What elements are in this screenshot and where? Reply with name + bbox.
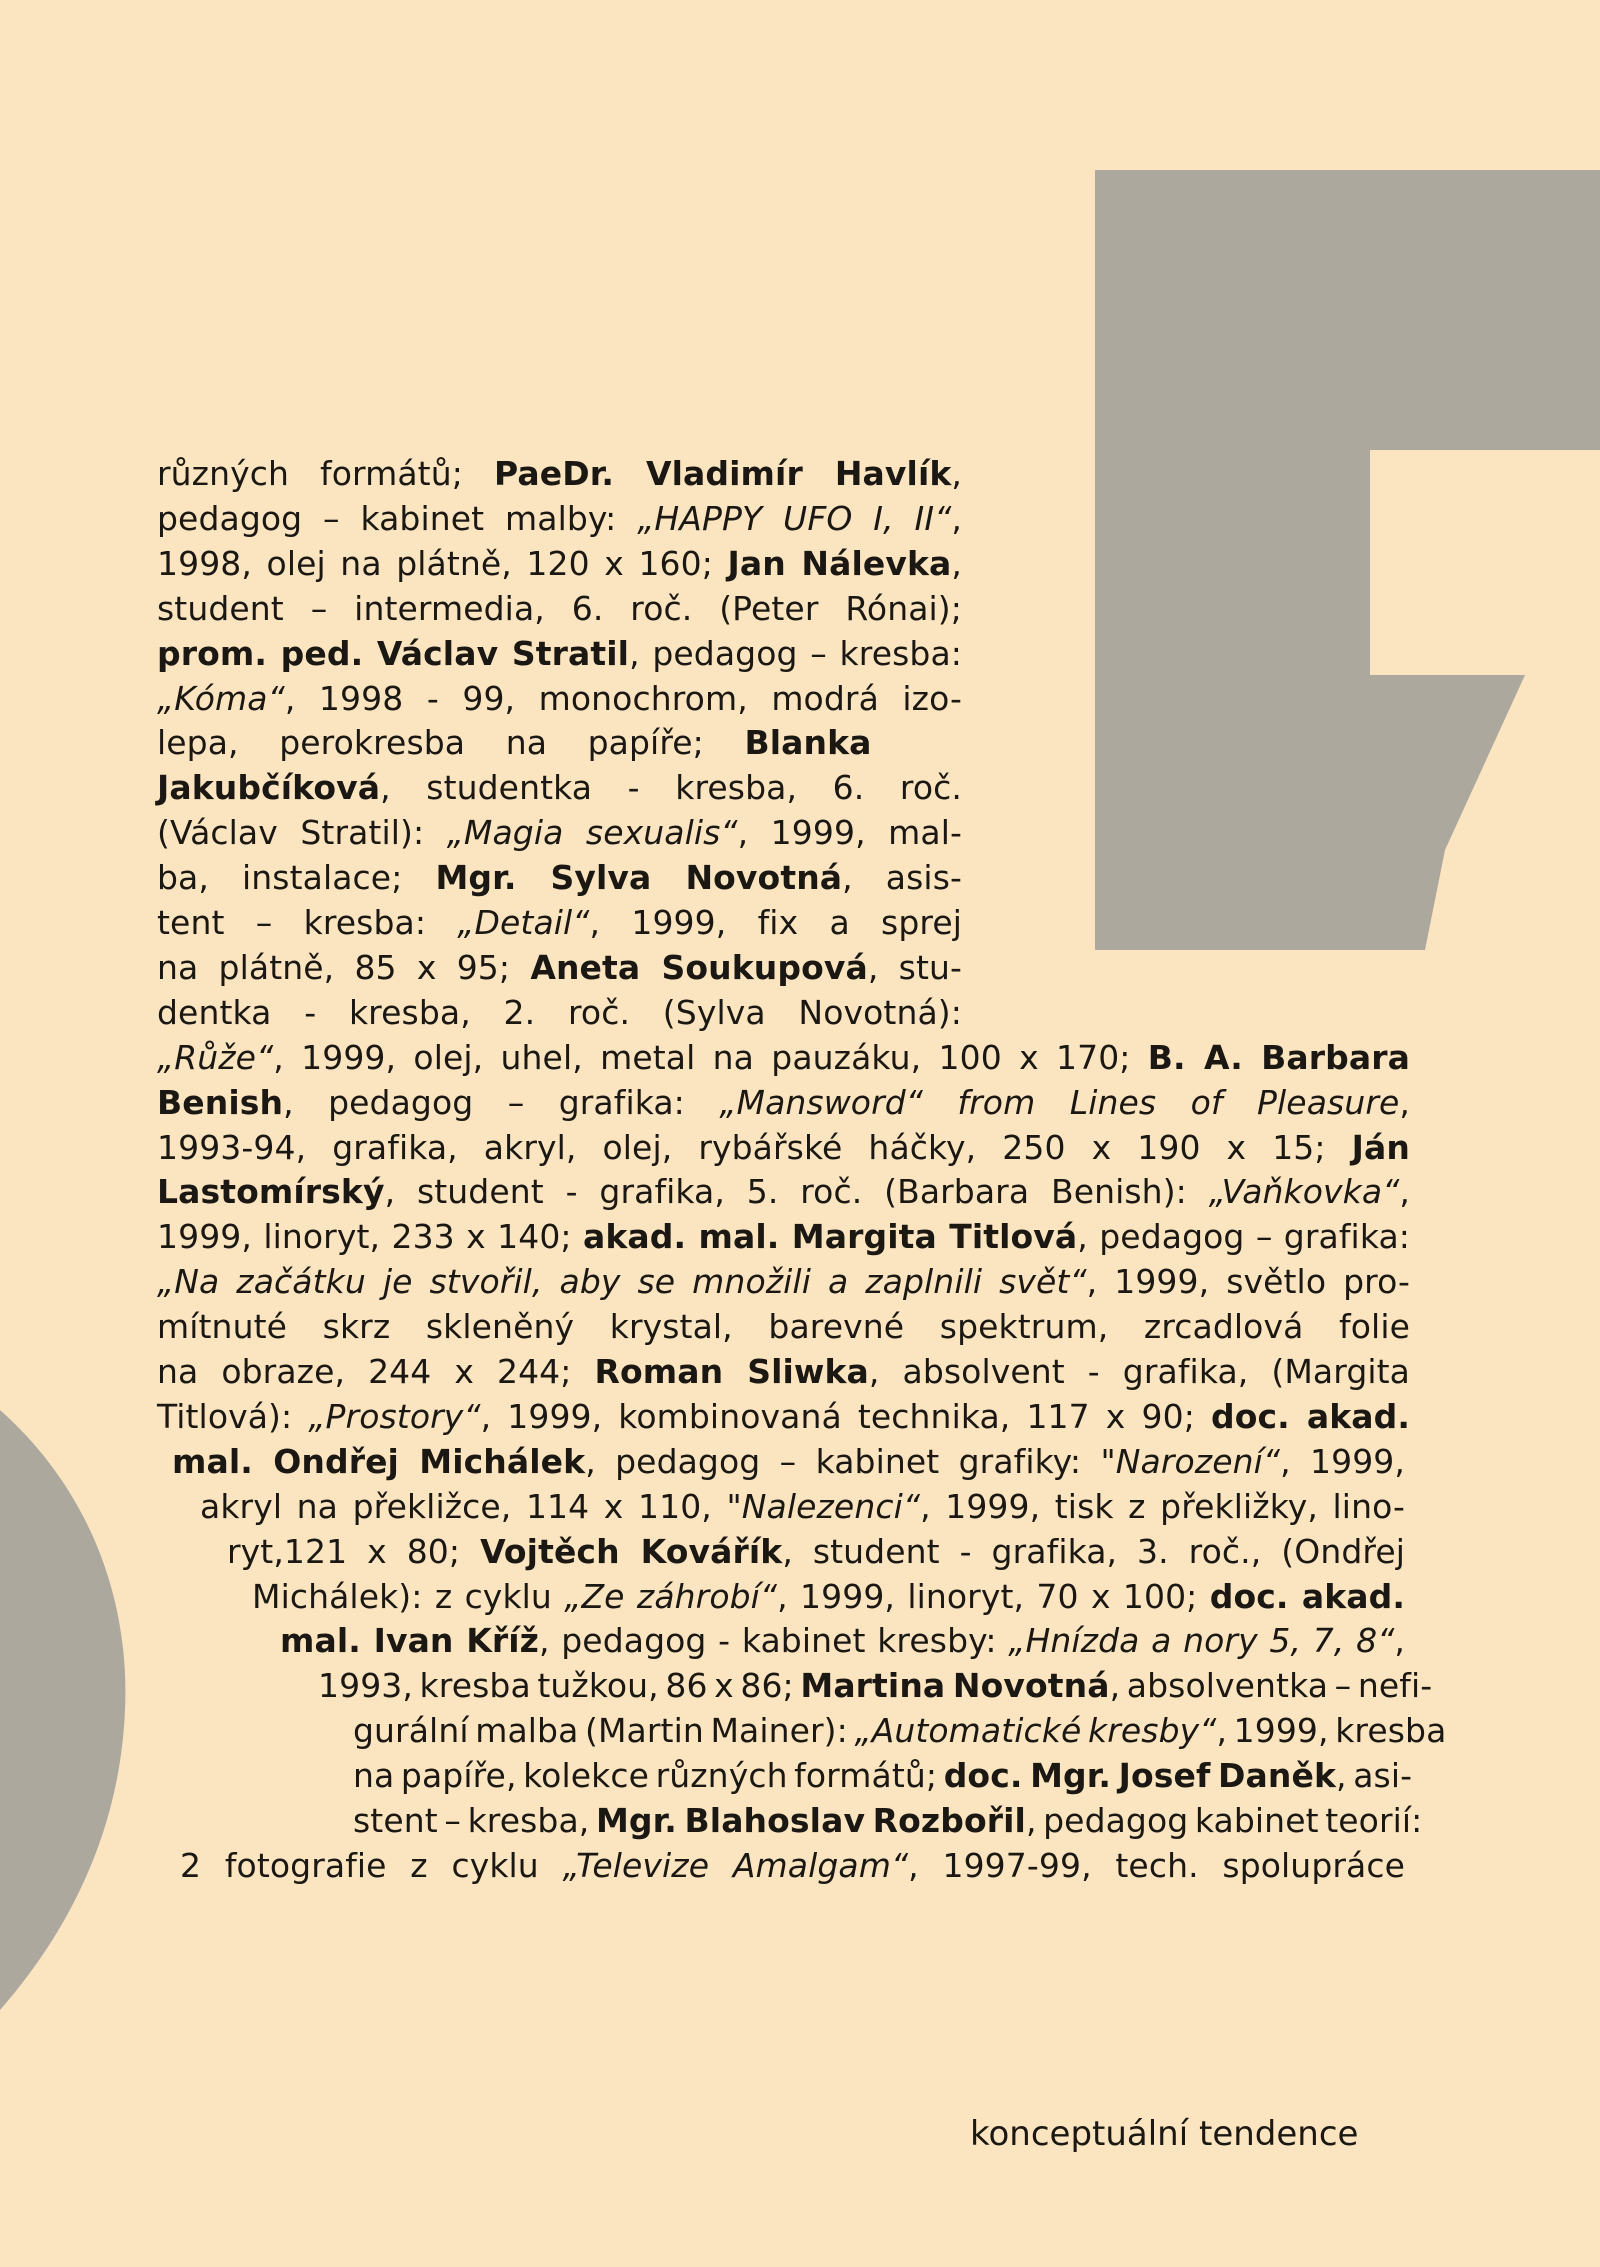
title-italic: „Vaňkovka“: [1208, 1172, 1400, 1212]
title-italic: „Televize Amalgam“: [562, 1845, 909, 1885]
text-run: , 1998 - 99, monochrom, modrá izo-: [284, 678, 962, 718]
name-bold: doc. Mgr. Josef Daněk: [943, 1756, 1337, 1796]
text-run: , 1999, tisk z překližky, lino-: [920, 1486, 1405, 1526]
text-line: [157, 991, 962, 1035]
name-bold: doc. akad.: [1210, 1396, 1410, 1436]
name-bold: akad. mal. Margita Titlová: [583, 1217, 1078, 1257]
text-run: akryl na překližce, 114 x 110, ": [200, 1486, 742, 1526]
text-line: [157, 452, 962, 496]
text-run: 1993, kresba tužkou, 86 x 86;: [318, 1666, 801, 1706]
title-italic: Narození“: [1115, 1441, 1281, 1481]
title-italic: „Automatické kresby“: [854, 1711, 1217, 1751]
text-line: [157, 766, 962, 810]
text-run: gurální malba (Martin Mainer):: [353, 1711, 855, 1751]
text-line: [157, 677, 962, 721]
title-italic: „Mansword“ from Lines of Pleasure: [719, 1082, 1400, 1122]
text-run: Michálek): z cyklu: [252, 1576, 565, 1616]
text-run: ,: [1394, 1621, 1406, 1661]
name-bold: Jan Nálevka: [727, 543, 952, 583]
name-bold: Lastomírský: [157, 1172, 385, 1212]
title-italic: „Na začátku je stvořil, aby se množili a zaplnili svět“: [157, 1262, 1087, 1302]
text-run: , student - grafika, 3. roč., (Ondřej: [782, 1531, 1405, 1571]
text-run: , 1999, mal-: [737, 813, 962, 853]
text-line: [353, 1799, 1422, 1843]
text-line: [157, 1126, 1410, 1170]
text-run: ,: [951, 454, 962, 493]
name-bold: Mgr. Sylva Novotná: [435, 858, 843, 898]
text-run: , absolventka – nefi-: [1109, 1666, 1433, 1706]
text-run: , pedagog kabinet teorií:: [1025, 1801, 1423, 1840]
name-bold: mal. Ondřej Michálek: [172, 1441, 586, 1481]
title-italic: „Hnízda a nory 5, 7, 8“: [1008, 1621, 1395, 1661]
name-bold: B. A. Barbara: [1147, 1037, 1410, 1077]
text-run: 1993-94, grafika, akryl, olej, rybářské háčky, 250 x 190 x 15;: [157, 1127, 1352, 1167]
text-line: [157, 901, 962, 945]
text-line: [280, 1619, 1405, 1663]
text-line: [157, 1081, 1410, 1125]
text-run: na obraze, 244 x 244;: [157, 1352, 595, 1391]
text-run: ba, instalace;: [157, 858, 436, 898]
text-line: [157, 946, 962, 990]
text-run: ,: [951, 498, 963, 538]
text-run: , 1997-99, tech. spolupráce: [908, 1845, 1405, 1885]
text-line: [172, 1440, 1405, 1484]
text-run: , pedagog – grafika:: [1077, 1217, 1410, 1257]
text-line: [157, 811, 962, 855]
text-line: [353, 1709, 1446, 1753]
text-line: [157, 1350, 1410, 1394]
text-run: , 1999, kombinovaná technika, 117 x 90;: [480, 1396, 1211, 1436]
name-bold: Blanka: [744, 723, 872, 763]
name-bold: Roman Sliwka: [594, 1352, 869, 1391]
name-bold: prom. ped. Václav Stratil: [157, 633, 630, 673]
name-bold: doc. akad.: [1209, 1576, 1405, 1616]
text-run: stent – kresba,: [353, 1801, 596, 1840]
text-run: , pedagog – kresba:: [629, 633, 962, 673]
title-italic: „HAPPY UFO I, II“: [637, 498, 952, 538]
text-run: , 1999, světlo pro-: [1086, 1262, 1411, 1302]
text-line: [157, 1036, 1410, 1080]
footer-section-title: konceptuální tendence: [970, 2114, 1359, 2154]
name-bold: Ján: [1351, 1127, 1410, 1167]
text-run: , 1999, olej, uhel, metal na pauzáku, 100 x 170;: [273, 1037, 1148, 1077]
name-bold: Aneta Soukupová: [530, 947, 868, 987]
text-run: 1999, linoryt, 233 x 140;: [157, 1217, 584, 1257]
title-italic: „Detail“: [457, 903, 590, 942]
text-line: [157, 497, 962, 541]
text-run: , 1999,: [1280, 1441, 1405, 1481]
text-run: na plátně, 85 x 95;: [157, 947, 531, 987]
title-italic: „Kóma“: [157, 678, 285, 718]
title-italic: „Prostory“: [308, 1396, 481, 1436]
text-line: [157, 1260, 1410, 1304]
name-bold: mal. Ivan Kříž: [280, 1621, 539, 1661]
name-bold: Martina Novotná: [800, 1666, 1110, 1706]
title-italic: „Ze záhrobí“: [564, 1576, 778, 1616]
text-run: tent – kresba:: [157, 903, 458, 942]
text-line: [157, 1215, 1410, 1259]
text-run: na papíře, kolekce různých formátů;: [353, 1756, 944, 1796]
text-line: [157, 856, 962, 900]
text-run: , asis-: [842, 858, 962, 898]
text-run: ryt,121 x 80;: [227, 1531, 481, 1571]
text-line: [157, 1305, 1410, 1349]
name-bold: Mgr. Blahoslav Rozbořil: [595, 1801, 1026, 1840]
text-run: mítnuté skrz skleněný krystal, barevné spektrum, zrcadlová folie: [157, 1307, 1410, 1347]
text-line: [157, 721, 872, 765]
text-run: dentka - kresba, 2. roč. (Sylva Novotná):: [157, 992, 962, 1032]
text-line: [157, 587, 962, 631]
text-run: student – intermedia, 6. roč. (Peter Rónai);: [157, 588, 962, 628]
text-run: , studentka - kresba, 6. roč.: [380, 768, 962, 808]
text-line: [157, 1170, 1410, 1214]
text-line: [157, 542, 962, 586]
title-italic: „Růže“: [157, 1037, 274, 1077]
text-run: , 1999, linoryt, 70 x 100;: [777, 1576, 1210, 1616]
text-run: lepa, perokresba na papíře;: [157, 723, 745, 763]
text-run: , 1999, fix a sprej: [589, 903, 962, 942]
name-bold: Jakubčíková: [157, 768, 381, 808]
text-run: ,: [1399, 1172, 1410, 1212]
text-run: , pedagog – kabinet grafiky: ": [585, 1441, 1116, 1481]
text-run: (Václav Stratil):: [157, 813, 447, 853]
text-line: [180, 1844, 1405, 1888]
text-run: , pedagog – grafika:: [283, 1082, 720, 1122]
text-line: [353, 1754, 1412, 1798]
title-italic: Nalezenci“: [741, 1486, 921, 1526]
name-bold: PaeDr. Vladimír Havlík: [493, 454, 952, 493]
quotation-mark-graphic: [1095, 170, 1600, 950]
text-run: , asi-: [1336, 1756, 1413, 1796]
name-bold: Benish: [157, 1082, 284, 1122]
text-run: , 1999, kresba: [1216, 1711, 1447, 1751]
text-line: [157, 632, 962, 676]
text-run: ,: [1399, 1082, 1410, 1122]
text-line: [252, 1575, 1405, 1619]
text-line: [200, 1485, 1405, 1529]
text-line: [227, 1530, 1405, 1574]
text-run: 2 fotografie z cyklu: [180, 1845, 563, 1885]
text-run: , student - grafika, 5. roč. (Barbara Benish):: [384, 1172, 1209, 1212]
text-line: [318, 1664, 1432, 1708]
text-run: , absolvent - grafika, (Margita: [868, 1352, 1410, 1391]
text-run: Titlová):: [157, 1396, 309, 1436]
text-run: různých formátů;: [157, 454, 494, 493]
text-run: pedagog – kabinet malby:: [157, 498, 638, 538]
text-run: ,: [951, 543, 962, 583]
text-run: , stu-: [867, 947, 963, 987]
text-line: [157, 1395, 1410, 1439]
text-run: , pedagog - kabinet kresby:: [538, 1621, 1009, 1661]
title-italic: „Magia sexualis“: [446, 813, 738, 853]
left-arc-graphic: [0, 1410, 140, 2010]
name-bold: Vojtěch Kovářík: [480, 1531, 783, 1571]
text-run: 1998, olej na plátně, 120 x 160;: [157, 543, 728, 583]
